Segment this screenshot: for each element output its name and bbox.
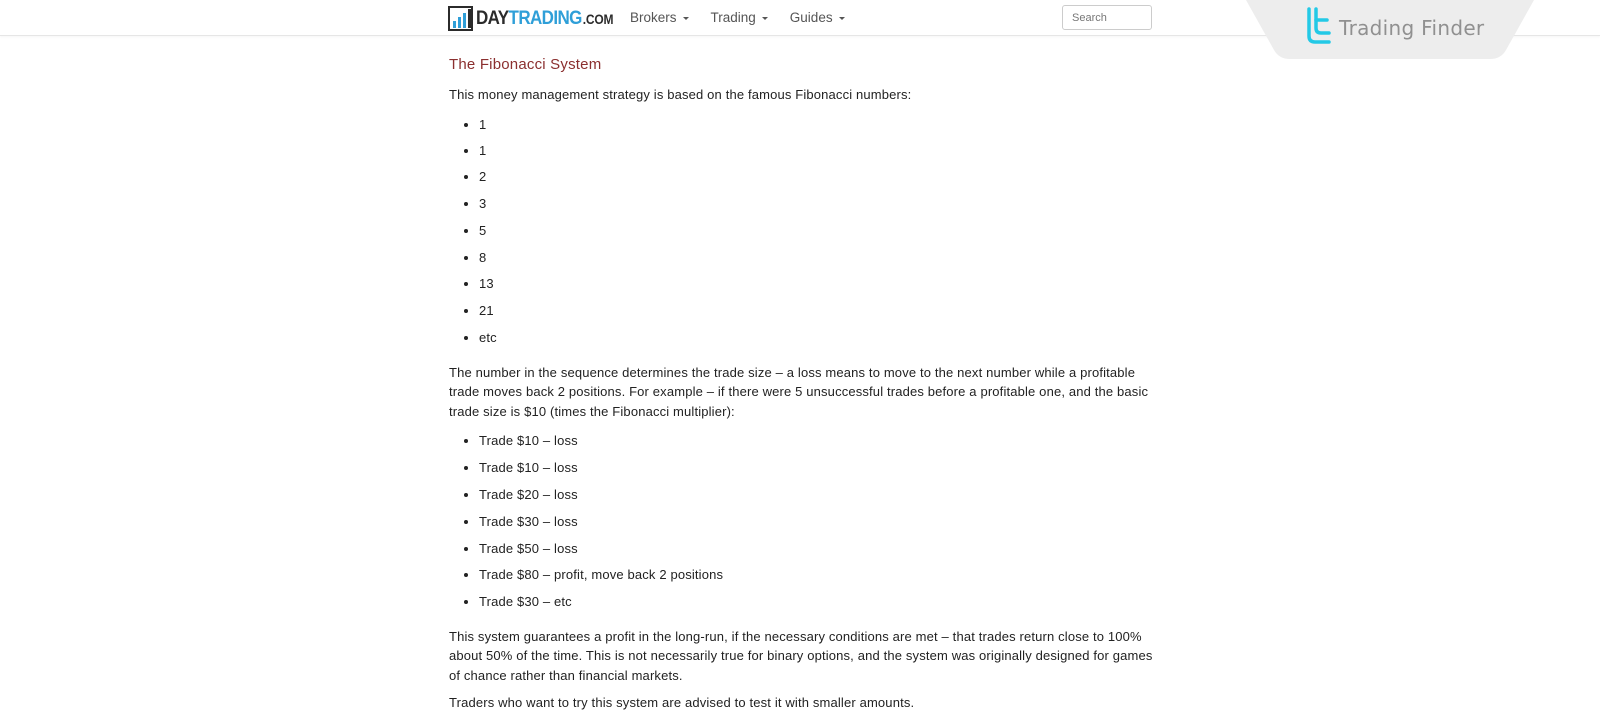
list-item: • etc [479, 328, 1161, 355]
conclusion-paragraph: This system guarantees a profit in the long-run, if the necessary conditions are met – that trades return close to 100% about 50% of the time. This is not necessarily true for binary options, and the system was originally designed for games of chance rather than financial markets. [449, 628, 1153, 683]
list-item: • Trade $10 – loss [479, 431, 1161, 458]
explanation-paragraph: The number in the sequence determines the trade size – a loss means to move to the next number while a profitable trade moves back 2 positions. For example – if there were 5 unsuccessful trades before a profitable one, and the basic trade size is $10 (times the Fibonacci multiplier): [449, 364, 1149, 419]
search-input[interactable] [1062, 5, 1152, 30]
list-item: • 21 [479, 301, 1161, 328]
list-item: • 2 [479, 167, 1161, 194]
trading-finder-logo-icon [1305, 6, 1333, 46]
list-item: • Trade $30 – etc [479, 592, 1161, 619]
caret-down-icon [683, 17, 689, 20]
site-logo[interactable] [448, 5, 613, 31]
list-item: • Trade $20 – loss [479, 485, 1161, 512]
trading-finder-watermark [1246, 0, 1534, 60]
fibonacci-list [449, 115, 1161, 355]
nav-brokers-label: Brokers [630, 10, 677, 25]
advice-paragraph: Traders who want to try this system are advised to test it with smaller amounts. [449, 695, 915, 711]
list-item: • 8 [479, 248, 1161, 275]
list-item: • 5 [479, 221, 1161, 248]
intro-paragraph: This money management strategy is based on the famous Fibonacci numbers: [449, 87, 912, 102]
logo-text-com: .COM [582, 11, 614, 28]
list-item: • Trade $30 – loss [479, 512, 1161, 539]
nav-guides-label: Guides [789, 10, 833, 25]
list-item: • Trade $80 – profit, move back 2 positions [479, 565, 1161, 592]
caret-down-icon [762, 17, 768, 20]
list-item: • Trade $50 – loss [479, 539, 1161, 566]
list-item: • 13 [479, 274, 1161, 301]
article-content [449, 56, 1161, 721]
nav-guides[interactable] [790, 10, 845, 25]
watermark-text: Trading Finder [1339, 16, 1485, 40]
list-item: • Trade $10 – loss [479, 458, 1161, 485]
list-item: • 3 [479, 194, 1161, 221]
caret-down-icon [839, 17, 845, 20]
nav-trading[interactable] [711, 10, 768, 25]
logo-text-trading: TRADING [508, 6, 582, 29]
bar-chart-logo-icon [448, 6, 473, 31]
section-heading: The Fibonacci System [449, 56, 602, 73]
list-item: • 1 [479, 115, 1161, 141]
main-nav [630, 10, 867, 25]
nav-brokers[interactable] [630, 10, 689, 25]
logo-wordmark [476, 7, 613, 30]
list-item: • 1 [479, 141, 1161, 168]
nav-trading-label: Trading [710, 10, 756, 25]
logo-text-day: DAY [476, 6, 509, 29]
trade-example-list [449, 431, 1161, 619]
